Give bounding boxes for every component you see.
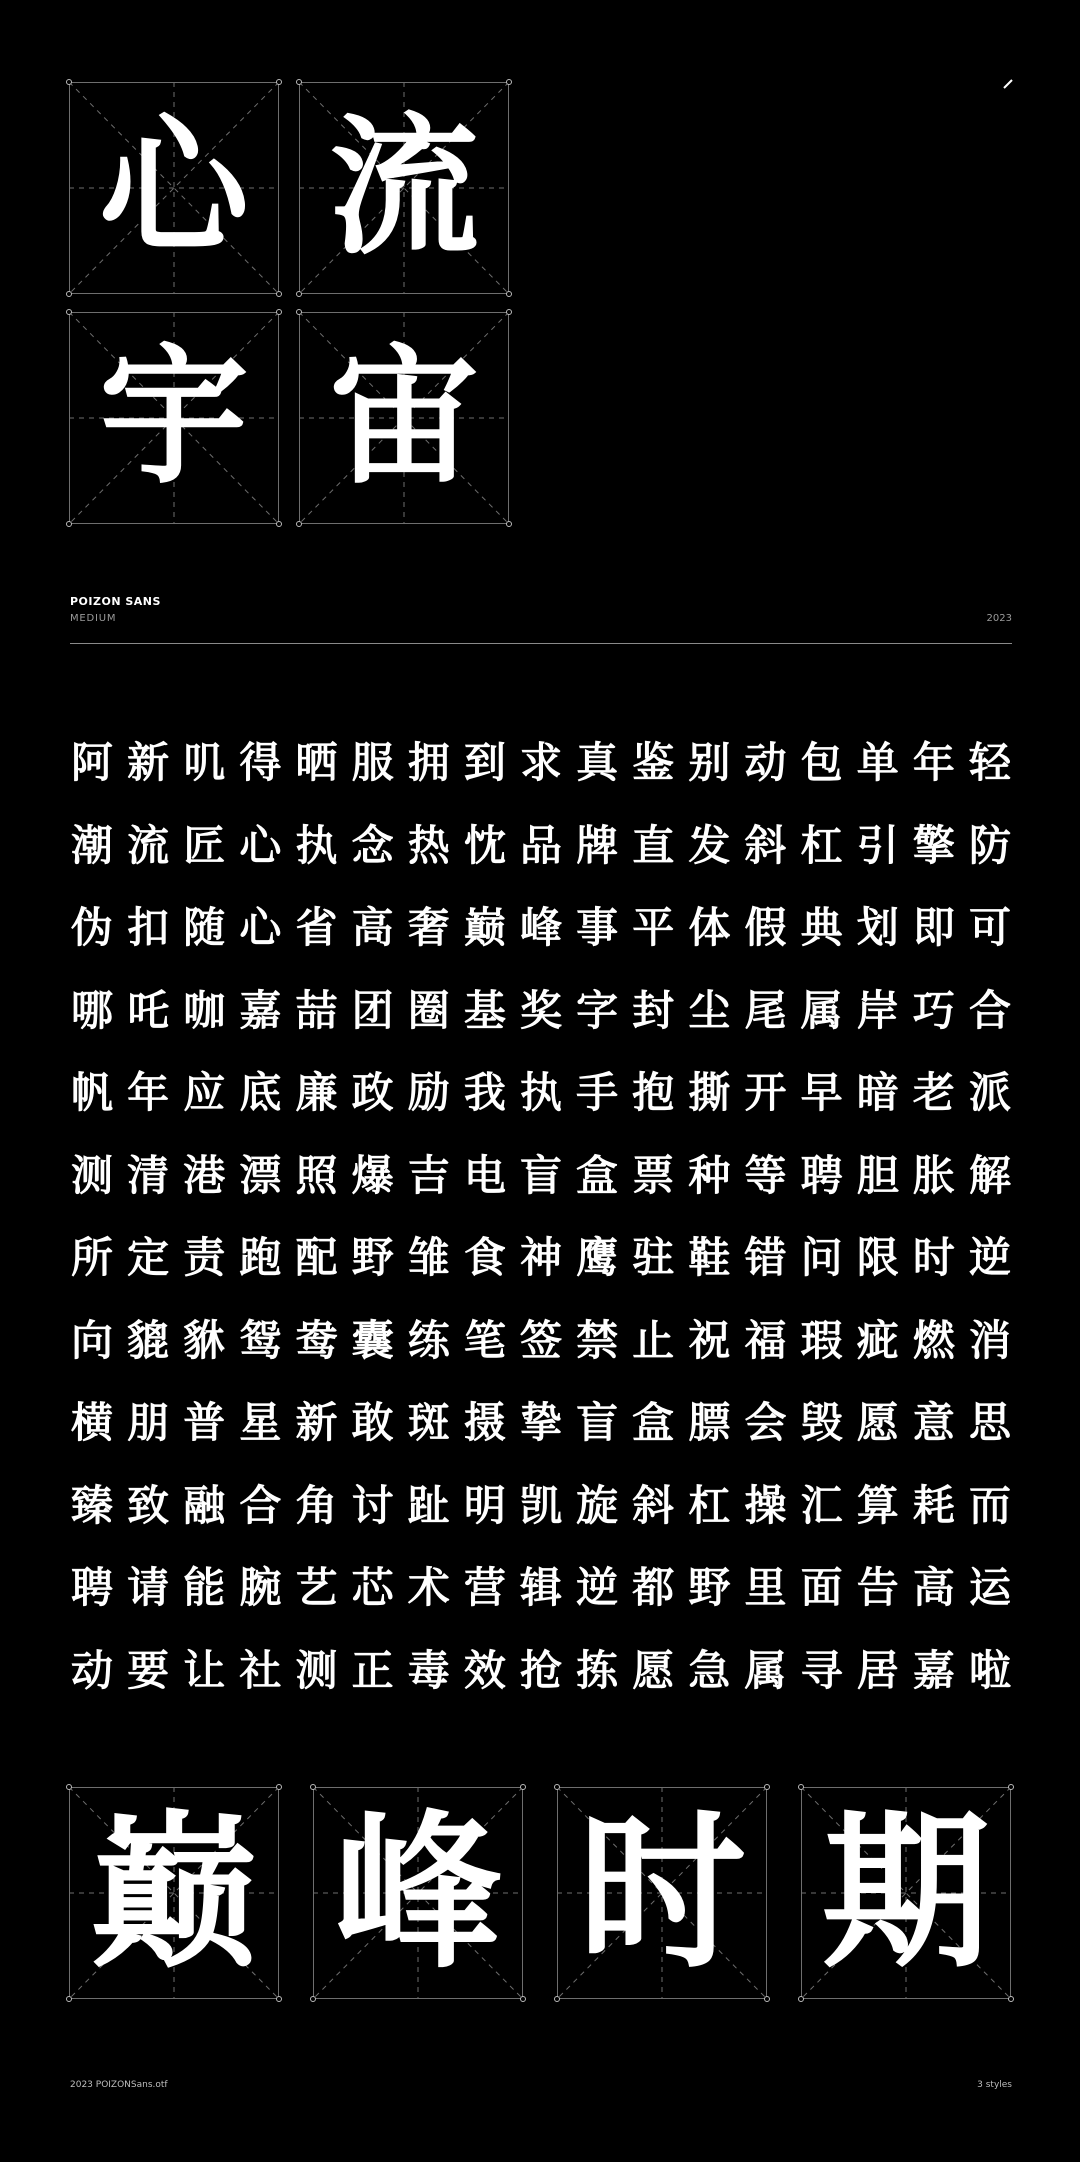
bottom-glyph-row bbox=[69, 1787, 1013, 1999]
specimen-glyph: 伪 bbox=[70, 903, 113, 952]
specimen-glyph: 嘉 bbox=[912, 1645, 955, 1695]
divider bbox=[70, 643, 1012, 644]
hero-glyph-box bbox=[299, 82, 509, 294]
specimen-glyph: 清 bbox=[127, 1150, 170, 1200]
specimen-row bbox=[70, 1646, 1012, 1729]
specimen-glyph: 盲 bbox=[519, 1150, 562, 1200]
specimen-glyph: 角 bbox=[295, 1480, 338, 1530]
specimen-glyph: 貔 bbox=[127, 1315, 170, 1365]
specimen-glyph: 心 bbox=[239, 903, 282, 952]
specimen-glyph: 毒 bbox=[407, 1645, 450, 1695]
specimen-row bbox=[70, 1481, 1012, 1564]
specimen-glyph: 单 bbox=[856, 738, 899, 787]
specimen-glyph: 峰 bbox=[519, 903, 562, 952]
specimen-glyph: 福 bbox=[744, 1315, 787, 1365]
specimen-glyph: 手 bbox=[576, 1068, 619, 1117]
specimen-glyph: 即 bbox=[912, 903, 955, 952]
specimen-glyph: 品 bbox=[519, 820, 562, 870]
specimen-glyph: 面 bbox=[800, 1563, 843, 1612]
specimen-glyph: 得 bbox=[239, 738, 282, 787]
specimen-glyph: 动 bbox=[70, 1645, 113, 1695]
specimen-glyph: 阿 bbox=[70, 738, 113, 787]
specimen-glyph: 鸳 bbox=[239, 1315, 282, 1365]
specimen-glyph: 明 bbox=[463, 1480, 506, 1530]
specimen-glyph: 我 bbox=[463, 1068, 506, 1117]
specimen-glyph: 里 bbox=[744, 1563, 787, 1612]
specimen-glyph: 直 bbox=[632, 820, 675, 870]
specimen-glyph: 食 bbox=[463, 1233, 506, 1282]
specimen-glyph: 辑 bbox=[519, 1563, 562, 1612]
specimen-glyph: 囊 bbox=[351, 1315, 394, 1365]
specimen-glyph: 合 bbox=[968, 985, 1011, 1035]
specimen-glyph: 属 bbox=[744, 1645, 787, 1695]
specimen-glyph: 效 bbox=[463, 1645, 506, 1695]
specimen-glyph: 定 bbox=[127, 1233, 170, 1282]
specimen-glyph: 凯 bbox=[519, 1480, 562, 1530]
specimen-glyph: 思 bbox=[968, 1398, 1011, 1447]
specimen-glyph: 趾 bbox=[407, 1480, 450, 1530]
specimen-row bbox=[70, 1151, 1012, 1234]
specimen-row bbox=[70, 1398, 1012, 1481]
bottom-glyph-box bbox=[557, 1787, 767, 1999]
specimen-glyph: 封 bbox=[632, 985, 675, 1035]
specimen-glyph: 别 bbox=[688, 738, 731, 787]
specimen-glyph: 错 bbox=[744, 1233, 787, 1282]
specimen-row bbox=[70, 903, 1012, 986]
specimen-glyph: 禁 bbox=[576, 1315, 619, 1365]
specimen-glyph: 愿 bbox=[856, 1398, 899, 1447]
specimen-glyph: 鸯 bbox=[295, 1315, 338, 1365]
specimen-glyph: 包 bbox=[800, 738, 843, 787]
specimen-glyph: 而 bbox=[968, 1480, 1011, 1530]
specimen-glyph: 早 bbox=[800, 1068, 843, 1117]
specimen-glyph: 瑕 bbox=[800, 1315, 843, 1365]
specimen-glyph: 居 bbox=[856, 1645, 899, 1695]
specimen-glyph: 横 bbox=[70, 1398, 113, 1447]
specimen-glyph: 防 bbox=[968, 820, 1011, 870]
specimen-glyph: 种 bbox=[688, 1150, 731, 1200]
specimen-glyph: 字 bbox=[576, 985, 619, 1035]
specimen-glyph: 跑 bbox=[239, 1233, 282, 1282]
specimen-glyph: 急 bbox=[688, 1645, 731, 1695]
specimen-glyph: 开 bbox=[744, 1068, 787, 1117]
specimen-glyph: 解 bbox=[968, 1150, 1011, 1200]
specimen-glyph: 奢 bbox=[407, 903, 450, 952]
specimen-row bbox=[70, 738, 1012, 821]
specimen-glyph: 都 bbox=[632, 1563, 675, 1612]
specimen-glyph: 杠 bbox=[688, 1480, 731, 1530]
specimen-glyph: 发 bbox=[688, 820, 731, 870]
specimen-glyph: 撕 bbox=[688, 1068, 731, 1117]
specimen-glyph: 逆 bbox=[968, 1233, 1011, 1282]
specimen-glyph: 抱 bbox=[632, 1068, 675, 1117]
specimen-glyph: 盒 bbox=[632, 1398, 675, 1447]
specimen-glyph: 念 bbox=[351, 820, 394, 870]
specimen-glyph: 笔 bbox=[463, 1315, 506, 1365]
specimen-glyph: 消 bbox=[968, 1315, 1011, 1365]
specimen-glyph: 能 bbox=[183, 1563, 226, 1612]
specimen-glyph: 尘 bbox=[688, 985, 731, 1035]
specimen-glyph: 鉴 bbox=[632, 738, 675, 787]
specimen-glyph: 时 bbox=[912, 1233, 955, 1282]
specimen-glyph: 燃 bbox=[912, 1315, 955, 1365]
specimen-glyph: 照 bbox=[295, 1150, 338, 1200]
font-name: POIZON SANS bbox=[70, 595, 161, 608]
specimen-glyph: 合 bbox=[239, 1480, 282, 1530]
hero-glyph: 心 bbox=[98, 101, 249, 275]
specimen-glyph: 牌 bbox=[576, 820, 619, 870]
specimen-glyph: 执 bbox=[295, 820, 338, 870]
specimen-glyph: 盲 bbox=[576, 1398, 619, 1447]
specimen-glyph: 啦 bbox=[968, 1645, 1011, 1695]
specimen-glyph: 练 bbox=[407, 1315, 450, 1365]
specimen-glyph: 意 bbox=[912, 1398, 955, 1447]
specimen-glyph: 聘 bbox=[800, 1150, 843, 1200]
specimen-glyph: 讨 bbox=[351, 1480, 394, 1530]
specimen-glyph: 底 bbox=[239, 1068, 282, 1117]
specimen-glyph: 普 bbox=[183, 1398, 226, 1447]
specimen-glyph: 野 bbox=[351, 1233, 394, 1282]
specimen-glyph: 朋 bbox=[127, 1398, 170, 1447]
specimen-glyph: 鞋 bbox=[688, 1233, 731, 1282]
specimen-glyph: 鹰 bbox=[576, 1233, 619, 1282]
specimen-glyph: 致 bbox=[127, 1480, 170, 1530]
bottom-glyph-box bbox=[69, 1787, 279, 1999]
specimen-glyph: 耗 bbox=[912, 1480, 955, 1530]
bottom-glyph: 巅 bbox=[90, 1795, 258, 1991]
bottom-glyph-box bbox=[313, 1787, 523, 1999]
specimen-glyph: 服 bbox=[351, 738, 394, 787]
specimen-glyph: 芯 bbox=[351, 1563, 394, 1612]
specimen-glyph: 敢 bbox=[351, 1398, 394, 1447]
specimen-glyph: 平 bbox=[632, 903, 675, 952]
specimen-glyph: 拥 bbox=[407, 738, 450, 787]
specimen-glyph: 潮 bbox=[70, 820, 113, 870]
specimen-row bbox=[70, 1233, 1012, 1316]
specimen-glyph: 旋 bbox=[576, 1480, 619, 1530]
specimen-glyph: 可 bbox=[968, 903, 1011, 952]
specimen-glyph: 老 bbox=[912, 1068, 955, 1117]
specimen-glyph: 告 bbox=[856, 1563, 899, 1612]
specimen-glyph: 限 bbox=[856, 1233, 899, 1282]
glyph-specimen-grid bbox=[70, 738, 1012, 1728]
specimen-glyph: 操 bbox=[744, 1480, 787, 1530]
specimen-glyph: 真 bbox=[576, 738, 619, 787]
specimen-glyph: 貅 bbox=[183, 1315, 226, 1365]
specimen-glyph: 求 bbox=[519, 738, 562, 787]
specimen-glyph: 执 bbox=[519, 1068, 562, 1117]
specimen-glyph: 腕 bbox=[239, 1563, 282, 1612]
specimen-glyph: 术 bbox=[407, 1563, 450, 1612]
specimen-glyph: 票 bbox=[632, 1150, 675, 1200]
specimen-glyph: 电 bbox=[463, 1150, 506, 1200]
specimen-row bbox=[70, 1316, 1012, 1399]
specimen-glyph: 励 bbox=[407, 1068, 450, 1117]
specimen-glyph: 胆 bbox=[856, 1150, 899, 1200]
specimen-glyph: 抢 bbox=[519, 1645, 562, 1695]
bottom-glyph-box bbox=[801, 1787, 1011, 1999]
specimen-glyph: 算 bbox=[856, 1480, 899, 1530]
specimen-glyph: 事 bbox=[576, 903, 619, 952]
specimen-glyph: 政 bbox=[351, 1068, 394, 1117]
specimen-glyph: 划 bbox=[856, 903, 899, 952]
specimen-glyph: 吒 bbox=[127, 985, 170, 1035]
specimen-glyph: 动 bbox=[744, 738, 787, 787]
specimen-glyph: 野 bbox=[688, 1563, 731, 1612]
specimen-glyph: 神 bbox=[519, 1233, 562, 1282]
specimen-glyph: 派 bbox=[968, 1068, 1011, 1117]
specimen-glyph: 流 bbox=[127, 820, 170, 870]
specimen-glyph: 高 bbox=[351, 903, 394, 952]
footer-styles-count: 3 styles bbox=[977, 2080, 1012, 2090]
specimen-glyph: 省 bbox=[295, 903, 338, 952]
specimen-row bbox=[70, 1563, 1012, 1646]
specimen-glyph: 匠 bbox=[183, 820, 226, 870]
specimen-row bbox=[70, 1068, 1012, 1151]
specimen-row bbox=[70, 821, 1012, 904]
specimen-glyph: 吉 bbox=[407, 1150, 450, 1200]
hero-glyph: 宙 bbox=[328, 331, 479, 505]
specimen-glyph: 随 bbox=[183, 903, 226, 952]
specimen-glyph: 尾 bbox=[744, 985, 787, 1035]
specimen-glyph: 斜 bbox=[632, 1480, 675, 1530]
specimen-glyph: 盒 bbox=[576, 1150, 619, 1200]
specimen-glyph: 奖 bbox=[519, 985, 562, 1035]
specimen-row bbox=[70, 986, 1012, 1069]
specimen-glyph: 膘 bbox=[688, 1398, 731, 1447]
specimen-glyph: 咖 bbox=[183, 985, 226, 1035]
specimen-glyph: 杠 bbox=[800, 820, 843, 870]
specimen-glyph: 巧 bbox=[912, 985, 955, 1035]
specimen-glyph: 配 bbox=[295, 1233, 338, 1282]
specimen-glyph: 会 bbox=[744, 1398, 787, 1447]
specimen-glyph: 驻 bbox=[632, 1233, 675, 1282]
specimen-glyph: 廉 bbox=[295, 1068, 338, 1117]
specimen-glyph: 喆 bbox=[295, 985, 338, 1035]
specimen-glyph: 请 bbox=[127, 1563, 170, 1612]
hero-glyph-box bbox=[69, 82, 279, 294]
specimen-glyph: 测 bbox=[70, 1150, 113, 1200]
specimen-glyph: 岸 bbox=[856, 985, 899, 1035]
specimen-glyph: 止 bbox=[632, 1315, 675, 1365]
specimen-glyph: 聘 bbox=[70, 1563, 113, 1612]
specimen-glyph: 轻 bbox=[968, 738, 1011, 787]
specimen-glyph: 寻 bbox=[800, 1645, 843, 1695]
specimen-glyph: 斜 bbox=[744, 820, 787, 870]
hero-glyph-box bbox=[69, 312, 279, 524]
specimen-glyph: 港 bbox=[183, 1150, 226, 1200]
specimen-glyph: 扣 bbox=[127, 903, 170, 952]
specimen-glyph: 高 bbox=[912, 1563, 955, 1612]
specimen-glyph: 到 bbox=[463, 738, 506, 787]
specimen-glyph: 问 bbox=[800, 1233, 843, 1282]
specimen-glyph: 所 bbox=[70, 1233, 113, 1282]
specimen-glyph: 属 bbox=[800, 985, 843, 1035]
specimen-glyph: 暗 bbox=[856, 1068, 899, 1117]
hero-glyph: 流 bbox=[328, 101, 479, 275]
footer-filename: 2023 POIZONSans.otf bbox=[70, 2080, 168, 2090]
specimen-glyph: 雏 bbox=[407, 1233, 450, 1282]
specimen-glyph: 哪 bbox=[70, 985, 113, 1035]
slash-mark-icon bbox=[1002, 78, 1014, 90]
specimen-glyph: 忱 bbox=[463, 820, 506, 870]
specimen-glyph: 摄 bbox=[463, 1398, 506, 1447]
specimen-glyph: 嘉 bbox=[239, 985, 282, 1035]
specimen-glyph: 挚 bbox=[519, 1398, 562, 1447]
specimen-glyph: 胀 bbox=[912, 1150, 955, 1200]
specimen-glyph: 疵 bbox=[856, 1315, 899, 1365]
specimen-glyph: 假 bbox=[744, 903, 787, 952]
specimen-glyph: 叽 bbox=[183, 738, 226, 787]
specimen-glyph: 毁 bbox=[800, 1398, 843, 1447]
hero-glyph: 宇 bbox=[98, 331, 249, 505]
specimen-glyph: 星 bbox=[239, 1398, 282, 1447]
specimen-glyph: 应 bbox=[183, 1068, 226, 1117]
font-style: MEDIUM bbox=[70, 613, 117, 624]
specimen-glyph: 团 bbox=[351, 985, 394, 1035]
hero-glyph-grid bbox=[69, 82, 511, 524]
specimen-glyph: 测 bbox=[295, 1645, 338, 1695]
release-year: 2023 bbox=[986, 613, 1012, 624]
specimen-glyph: 让 bbox=[183, 1645, 226, 1695]
specimen-glyph: 汇 bbox=[800, 1480, 843, 1530]
specimen-glyph: 新 bbox=[127, 738, 170, 787]
specimen-glyph: 新 bbox=[295, 1398, 338, 1447]
specimen-glyph: 漂 bbox=[239, 1150, 282, 1200]
specimen-glyph: 营 bbox=[463, 1563, 506, 1612]
hero-glyph-box bbox=[299, 312, 509, 524]
specimen-glyph: 向 bbox=[70, 1315, 113, 1365]
specimen-glyph: 正 bbox=[351, 1645, 394, 1695]
specimen-glyph: 引 bbox=[856, 820, 899, 870]
specimen-glyph: 社 bbox=[239, 1645, 282, 1695]
specimen-glyph: 斑 bbox=[407, 1398, 450, 1447]
specimen-glyph: 责 bbox=[183, 1233, 226, 1282]
specimen-glyph: 臻 bbox=[70, 1480, 113, 1530]
specimen-glyph: 年 bbox=[127, 1068, 170, 1117]
bottom-glyph: 期 bbox=[822, 1795, 990, 1991]
specimen-glyph: 融 bbox=[183, 1480, 226, 1530]
specimen-glyph: 要 bbox=[127, 1645, 170, 1695]
specimen-glyph: 签 bbox=[519, 1315, 562, 1365]
specimen-glyph: 心 bbox=[239, 820, 282, 870]
specimen-glyph: 年 bbox=[912, 738, 955, 787]
specimen-glyph: 运 bbox=[968, 1563, 1011, 1612]
specimen-glyph: 艺 bbox=[295, 1563, 338, 1612]
specimen-glyph: 基 bbox=[463, 985, 506, 1035]
specimen-glyph: 爆 bbox=[351, 1150, 394, 1200]
specimen-glyph: 体 bbox=[688, 903, 731, 952]
specimen-glyph: 圈 bbox=[407, 985, 450, 1035]
bottom-glyph: 时 bbox=[578, 1795, 746, 1991]
specimen-glyph: 巅 bbox=[463, 903, 506, 952]
specimen-glyph: 热 bbox=[407, 820, 450, 870]
specimen-glyph: 拣 bbox=[576, 1645, 619, 1695]
specimen-glyph: 典 bbox=[800, 903, 843, 952]
specimen-glyph: 晒 bbox=[295, 738, 338, 787]
specimen-glyph: 祝 bbox=[688, 1315, 731, 1365]
bottom-glyph: 峰 bbox=[334, 1795, 502, 1991]
specimen-glyph: 帆 bbox=[70, 1068, 113, 1117]
specimen-glyph: 逆 bbox=[576, 1563, 619, 1612]
specimen-glyph: 擎 bbox=[912, 820, 955, 870]
specimen-glyph: 等 bbox=[744, 1150, 787, 1200]
specimen-glyph: 愿 bbox=[632, 1645, 675, 1695]
